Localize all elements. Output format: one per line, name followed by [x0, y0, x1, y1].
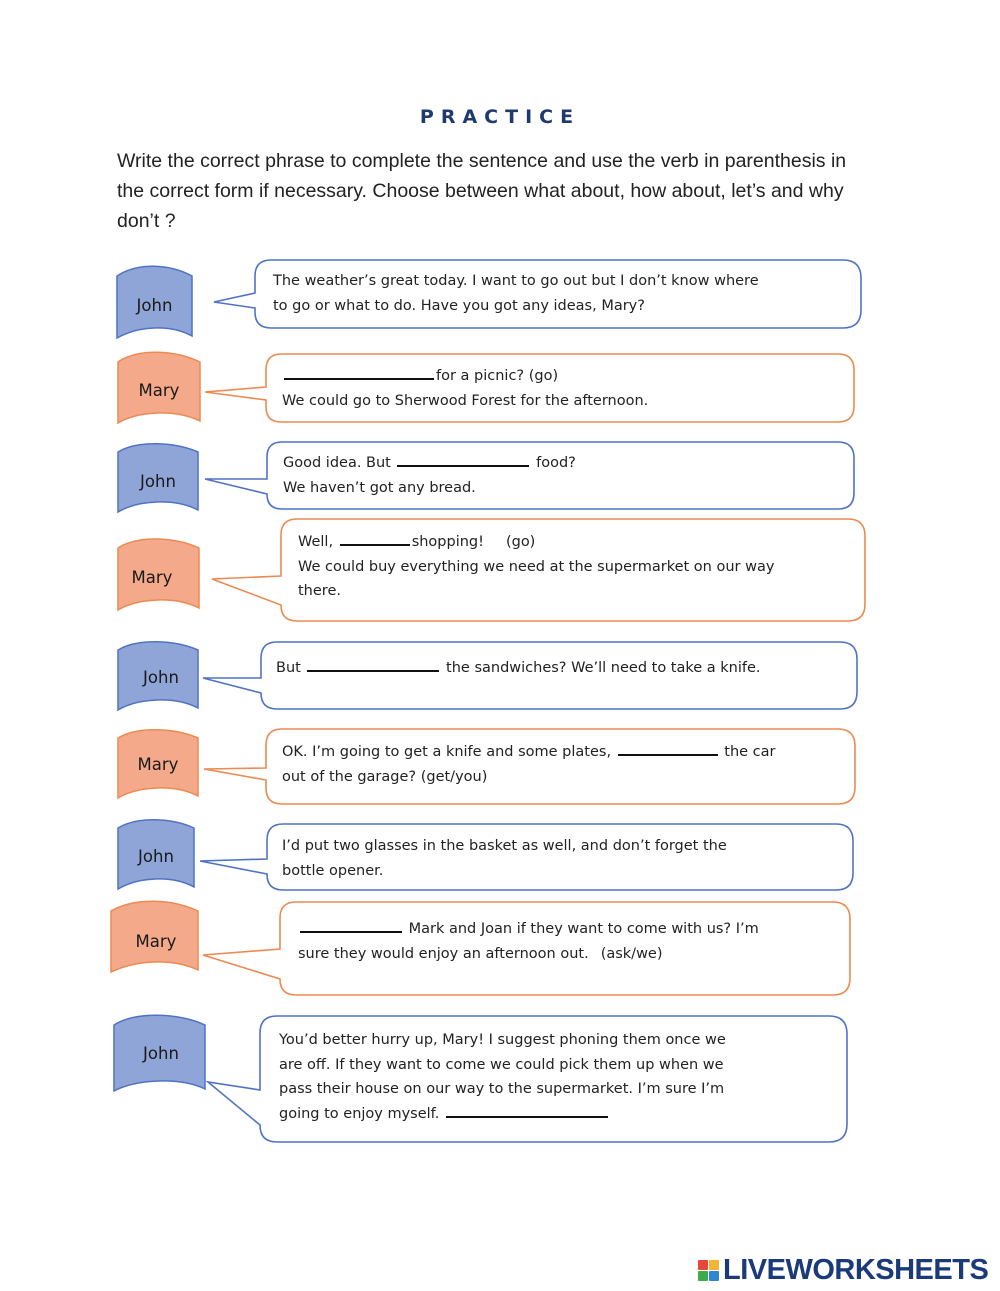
- dialogue-line: for a picnic? (go): [436, 368, 559, 384]
- answer-blank[interactable]: [307, 656, 439, 672]
- dialogue-line: We could buy everything we need at the supermarket on our way: [298, 558, 775, 575]
- dialogue-line: pass their house on our way to the supermarket. I’m sure I’m: [279, 1081, 725, 1097]
- answer-blank[interactable]: [300, 917, 402, 933]
- bubble-text: [279, 1028, 805, 1126]
- dialogue-line: Mark and Joan if they want to come with us? I’m: [408, 921, 759, 937]
- speaker-name: John: [138, 847, 174, 866]
- liveworksheets-logo[interactable]: [698, 1252, 988, 1288]
- dialogue-line: are off. If they want to come we could pick them up when we: [279, 1056, 724, 1073]
- answer-blank[interactable]: [446, 1102, 608, 1118]
- dialogue-line: to go or what to do. Have you got any ideas, Mary?: [273, 297, 645, 314]
- speaker-name: John: [143, 668, 179, 687]
- bubble-text: [298, 917, 830, 966]
- bubble-text: [273, 269, 839, 318]
- liveworksheets-logo-icon: [698, 1260, 719, 1281]
- dialogue-line: shopping!: [411, 534, 484, 550]
- bubble-text: [298, 530, 842, 604]
- bubble-text: [283, 451, 843, 500]
- dialogue-line: sure they would enjoy an afternoon out.: [298, 945, 589, 962]
- dialogue-line: The weather’s great today. I want to go out but I don’t know where: [273, 273, 759, 289]
- answer-blank[interactable]: [618, 740, 718, 756]
- answer-blank[interactable]: [397, 451, 529, 467]
- dialogue-line: food?: [536, 455, 576, 471]
- bubble-text: [282, 364, 842, 413]
- dialogue-line: We could go to Sherwood Forest for the afternoon.: [282, 392, 649, 409]
- bubble-text: [282, 834, 834, 883]
- dialogue-line: (ask/we): [600, 945, 663, 962]
- speaker-name: John: [136, 296, 173, 315]
- logo-text: LIVEWORKSHEETS: [723, 1253, 989, 1286]
- instructions: Write the correct phrase to complete the sentence and use the verb in parenthesis in the correct form if necessary. Choose between what about, how about, let’s and why don’t ?: [117, 150, 847, 232]
- dialogue-line: OK. I’m going to get a knife and some plates,: [282, 744, 612, 760]
- speaker-name: John: [143, 1044, 179, 1063]
- dialogue-line: there.: [298, 583, 341, 599]
- speaker-name: Mary: [131, 568, 173, 587]
- dialogue-line: Good idea. But: [283, 455, 391, 471]
- page-title: PRACTICE: [419, 106, 581, 128]
- dialogue-line: I’d put two glasses in the basket as well, and don’t forget the: [282, 838, 727, 854]
- dialogue-line: We haven’t got any bread.: [283, 479, 476, 496]
- speaker-name: Mary: [135, 932, 177, 951]
- dialogue-line: Well,: [298, 534, 334, 550]
- speaker-name: John: [140, 472, 176, 491]
- bubble-text: [276, 656, 846, 681]
- bubble-text: [282, 740, 834, 789]
- dialogue-line: bottle opener.: [282, 862, 384, 879]
- speaker-name: Mary: [138, 381, 180, 400]
- speaker-name: Mary: [137, 755, 179, 774]
- dialogue-line: But: [276, 660, 301, 676]
- dialogue-line: (go): [505, 534, 536, 550]
- dialogue-line: You’d better hurry up, Mary! I suggest phoning them once we: [279, 1032, 726, 1048]
- dialogue-line: out of the garage? (get/you): [282, 768, 488, 785]
- dialogue-line: the sandwiches? We’ll need to take a knife.: [446, 660, 761, 676]
- dialogue-line: the car: [724, 744, 776, 760]
- dialogue-line: going to enjoy myself.: [279, 1105, 440, 1122]
- answer-blank[interactable]: [284, 364, 434, 380]
- answer-blank[interactable]: [340, 530, 410, 546]
